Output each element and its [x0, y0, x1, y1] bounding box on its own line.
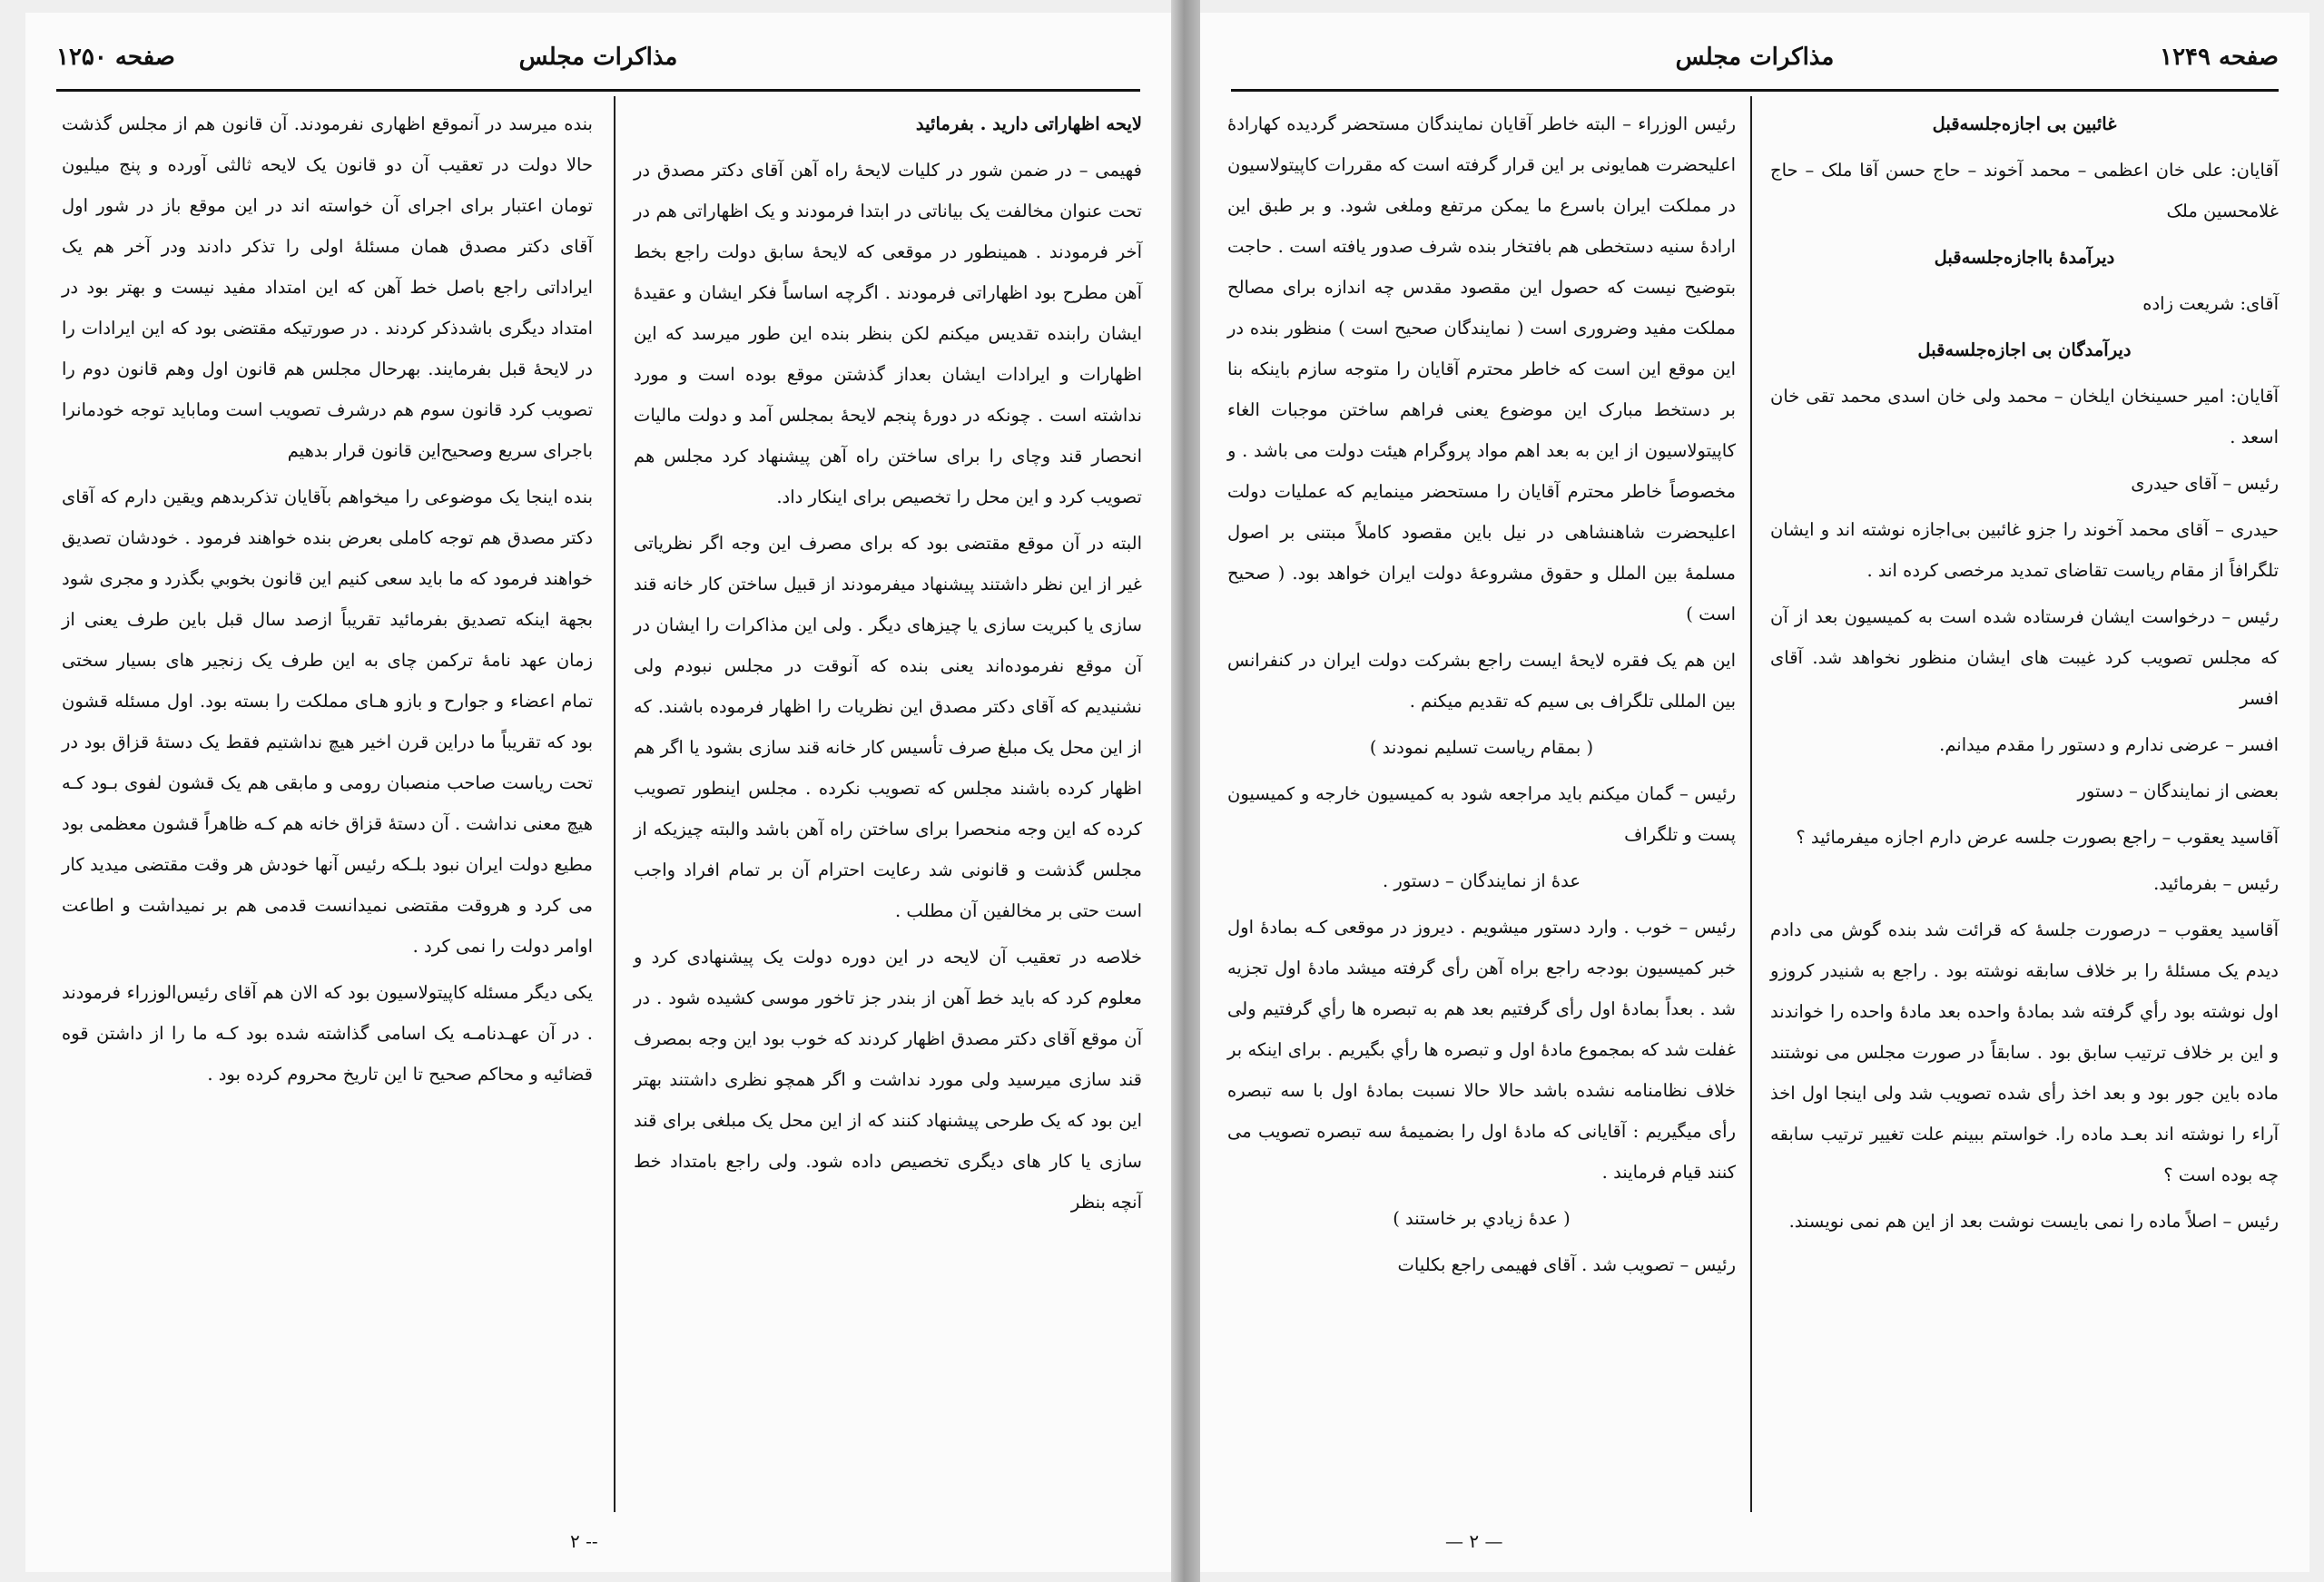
right-page [1200, 13, 2309, 1572]
paragraph: بعضی از نمایندگان – دستور [2077, 781, 2279, 801]
paragraph: بنده اینجا یک موضوعی را میخواهم بآقایان تذکربدهم ویقین دارم که آقای دکتر مصدق هم توجه کاملی بعرض بنده خواهند فرمود . خودشان تصدیق خواهند فرمود که ما باید سعی کنیم این قانون بخوبي بگذرد و مجری شود بجهة اینکه تصدیق بفرمائید تقریباً ازصد سال قبل باین طرف یعنی از زمان عهد نامهٔ ترکمن چای به این طرف یک زنجیر های بسیار سختی تمام اعضاء و جوارح و بازو هـای مملکت را بسته بود. اول مسئله قشون بود که تقریباً ما دراین قرن اخیر هیچ نداشتیم فقط یک دستهٔ قزاق بود در تحت ریاست صاحب منصبان رومی و مابقی هم یک قشون لفوی بـود کـه هیچ معنی نداشت . آن دستهٔ قزاق خانه هم کـه ظاهراً قشون معظمی بود مطیع دولت ایران نبود بلـکه رئیس آنها خودش هر وقت مقتضی میدید کار می کرد و هروقت مقتضی نمیدانست قدمی هم بر نمیداشت و اطاعت اوامر دولت را نمی کرد . [62, 486, 593, 957]
paragraph: فهیمی – در ضمن شور در کلیات لایحهٔ راه آهن آقای دکتر مصدق در تحت عنوان مخالفت یک بیاناتی در ابتدا فرمودند و یک اظهاراتی هم در آخر فرمودند . همینطور در موقعی که لایحهٔ سابق دولت راجع بخط آهن مطرح بود اظهاراتی فرمودند . اگرچه اساساً فکر ایشان و عقیدهٔ ایشان رابنده تقدیس میکنم لکن بنظر بنده این طور میرسد که این اظهارات و ایرادات ایشان بعداز گذشتن موقع بوده است و مورد نداشته است . چونکه در دورهٔ پنجم لایحهٔ بمجلس آمد و دولت مالیات انحصار قند وچای را برای ساختن راه آهن پیشنهاد کرد مجلس هم تصویب کرد و این محل را تخصیص برای اینکار داد. [634, 160, 1142, 507]
column-divider [1750, 96, 1752, 1512]
paragraph: این هم یک فقره لایحهٔ ایست راجع بشرکت دولت ایران در کنفرانس بین المللی تلگراف بی سیم که تقدیم میکنم . [1227, 650, 1736, 712]
paragraph: رئیس – درخواست ایشان فرستاده شده است به کمیسیون بعد از آن که مجلس تصویب کرد غیبت های ایشان منظور نخواهد شد. آقای افسر [1770, 606, 2279, 709]
right-header-title: مذاکرات مجلس [1675, 44, 1835, 71]
paragraph: رئیس الوزراء – البته خاطر آقایان نمایندگان مستحضر گردیده کهارادهٔ اعلیحضرت همایونی بر این قرار گرفته است که مقررات کاپیتولاسیون در مملکت ایران باسرع ما یمکن مرتفع وملغی شود. و بر طبق این ارادهٔ سنیه دستخطی هم بافتخار بنده شرف صدور یافته است . حاجت بتوضیح نیست که حصول این مقصود مقدس چه اندازه برای مصالح مملکت مفید وضروری است ( نمایندگان صحیح است ) منظور بنده در این موقع این است که خاطر محترم آقایان را متوجه سازم باینکه بنا بر دستخط مبارک این موضوع یعنی فراهم ساختن موجبات الغاء کاپیتولاسیون از این به بعد اهم مواد پروگرام هیئت دولت می باشد . و مخصوصاً خاطر محترم آقایان را مستحضر مینمایم که عملیات دولت اعلیحضرت شاهنشاهی در نیل باین مقصود کاملاً مبتنی بر اصول مسلمهٔ بین الملل و حقوق مشروعهٔ دولت ایران خواهد بود. ( صحیح است ) [1227, 113, 1736, 624]
section-heading: دیرآمدگان بی اجازه‌جلسه‌قبل [1917, 339, 2132, 360]
paragraph: خلاصه در تعقیب آن لایحه در این دوره دولت یک پیشنهادی کرد و معلوم کرد که باید خط آهن از بندر جز تاخور موسی کشیده شود . در آن موقع آقای دکتر مصدق اظهار کردند که خوب بود این وجه بمصرف قند سازی میرسید ولی مورد نداشت و اگر همچو نظری داشتند بهتر این بود که یک طرحی پیشنهاد کنند که از این محل یک مبلغی برای قند سازی یا کار های دیگری تخصیص داده شود. ولی راجع بامتداد خط آنچه بنظر [634, 947, 1142, 1213]
left-header-title: مذاکرات مجلس [518, 44, 678, 71]
paragraph: بنده میرسد در آنموقع اظهاری نفرمودند. آن قانون هم از مجلس گذشت حالا دولت در تعقیب آن دو قانون یک لایحه ثالثی آورده و پنج میلیون تومان اعتبار برای اجرای آن خواسته اند در این موقع باز در شور اول آقای دکتر مصدق همان مسئلهٔ اولی را تذکر دادند ودر آخر هم یک ایراداتی راجع باصل خط آهن که این امتداد مفید نیست و بهتر بود در امتداد دیگری باشدذکر کردند . در صورتیکه مقتضی بود که این ایرادات را در لایحهٔ قبل بفرمایند. بهرحال مجلس هم قانون اول وهم قانون دوم را تصویب کرد قانون سوم هم درشرف تصویب است ومابايد توجه خودمانرا باجرای سریع وصحیح‌این قانون قرار بدهیم [62, 113, 593, 461]
paragraph: رئیس – بفرمائید. [2153, 873, 2279, 894]
left-page-right-column [634, 103, 1142, 1228]
section-heading: دیرآمدهٔ بااجازه‌جلسه‌قبل [1934, 247, 2115, 268]
right-page-left-column [1227, 103, 1736, 1291]
left-page-footer: ۲ -- [570, 1530, 598, 1552]
left-page-left-column [62, 103, 593, 1100]
paragraph: رئیس – تصویب شد . آقای فهیمی راجع بکلیات [1397, 1254, 1736, 1275]
column-divider [614, 96, 615, 1512]
left-page-header [56, 34, 1140, 92]
parenthetical-note: ( عدهٔ زیادي بر خاستند ) [1393, 1208, 1571, 1229]
paragraph: رئیس – خوب . وارد دستور میشویم . دیروز در موقعی کـه بمادهٔ اول خبر کمیسیون بودجه راجع براه آهن رأی گرفته میشد مادهٔ اول تجزیه شد . بعداً بمادهٔ اول رأی گرفتیم بعد هم به تبصره ها رأي گرفتیم ولی غفلت شد که بمجموع مادهٔ اول و تبصره ها رأي بگیریم . برای اینکه بر خلاف نظامنامه نشده باشد حالا حالا نسبت بمادهٔ اول با سه تبصره رأی میگیریم : آقایانی که مادهٔ اول را بضمیمهٔ سه تبصره تصویب می کنند قیام فرمایند . [1227, 917, 1736, 1183]
left-page-number: صفحه ۱۲۵۰ [56, 44, 175, 71]
paragraph: رئیس – گمان میکنم باید مراجعه شود به کمیسیون خارجه و کمیسیون پست و تلگراف [1227, 783, 1736, 845]
paragraph: آقای: شریعت زاده [2142, 293, 2279, 314]
paragraph: آقایان: علی خان اعظمی – محمد آخوند – حاج حسن آقا ملک – حاج غلامحسین ملک [1770, 160, 2279, 221]
parenthetical-note: ( بمقام ریاست تسلیم نمودند ) [1369, 737, 1594, 758]
paragraph: حیدری – آقای محمد آخوند را جزو غائبین بی‌اجازه نوشته اند و ایشان تلگرافاً از مقام ریاست تقاضای تمدید مرخصی کرده اند . [1770, 519, 2279, 581]
paragraph: لایحه اظهاراتی دارید . بفرمائید [915, 113, 1142, 134]
paragraph: رئیس – اصلاً ماده را نمی بایست نوشت بعد از این هم نمی نویسند. [1788, 1211, 2279, 1232]
paragraph: آقاسید یعقوب – درصورت جلسهٔ که قرائت شد بنده گوش می دادم دیدم یک مسئلهٔ را بر خلاف سابقه نوشته بود . راجع به شنیدر کروزو اول نوشته بود رأي گرفته شد بمادهٔ واحده بعد مادهٔ واحده را خواندند و این بر خلاف ترتیب سابق بود . سابقاً در صورت مجلس می نوشتند ماده باین جور بود و بعد اخذ رأی شده تصویب شد ولی اینجا اول اخذ آراء را نوشته اند بعـد ماده را. خواستم ببینم علت تغییر ترتیب سابقه چه بوده است ؟ [1770, 919, 2279, 1185]
paragraph: عدهٔ از نمایندگان – دستور . [1383, 870, 1581, 891]
right-page-footer: — ۲ — [1445, 1530, 1503, 1552]
paragraph: افسر – عرضی ندارم و دستور را مقدم میدانم. [1939, 734, 2279, 755]
paragraph: رئیس – آقای حیدری [2131, 473, 2279, 494]
left-page [25, 13, 1171, 1572]
right-page-right-column [1770, 103, 2279, 1247]
paragraph: آقایان: امیر حسینخان ایلخان – محمد ولی خان اسدی محمد تقی خان اسعد . [1770, 386, 2279, 447]
book-gutter [1171, 0, 1200, 1582]
right-page-number: صفحه ۱۲۴۹ [2160, 44, 2279, 71]
section-heading: غائبین بی اجازه‌جلسه‌قبل [1932, 113, 2117, 134]
paragraph: آقاسید یعقوب – راجع بصورت جلسه عرض دارم اجازه میفرمائید ؟ [1796, 827, 2279, 848]
paragraph: البته در آن موقع مقتضی بود که برای مصرف این وجه اگر نظریاتی غیر از این نظر داشتند پیشنهاد میفرمودند از قبیل ساختن کار خانه قند سازی یا کبریت سازی یا چیزهای دیگر . ولی این مذاکرات را ایشان در آن موقع نفرموده‌اند یعنی بنده که آنوقت در مجلس نبودم ولی نشنیدیم که آقای دکتر مصدق این نظریات را اظهار فرموده باشند. که از این محل یک مبلغ صرف تأسیس کار خانه قند سازی بشود یا اگر هم اظهار کرده باشند مجلس که تصویب نکرده . مجلس اینطور تصویب کرده که این وجه منحصرا برای ساختن راه آهن باشد والبته چیزیکه از مجلس گذشت و قانونی شد رعایت احترام آن بر تمام افراد واجب است حتی بر مخالفین آن مطلب . [634, 533, 1142, 921]
paragraph: یکی دیگر مسئله کاپیتولاسیون بود که الان هم آقای رئیس‌الوزراء فرمودند . در آن عهـدنامـه یک اسامی گذاشته شده بود کـه ما را از داشتن قوه قضائیه و محاکم صحیح تا این تاریخ محروم کرده بود . [62, 982, 593, 1085]
right-page-header [1231, 34, 2279, 92]
